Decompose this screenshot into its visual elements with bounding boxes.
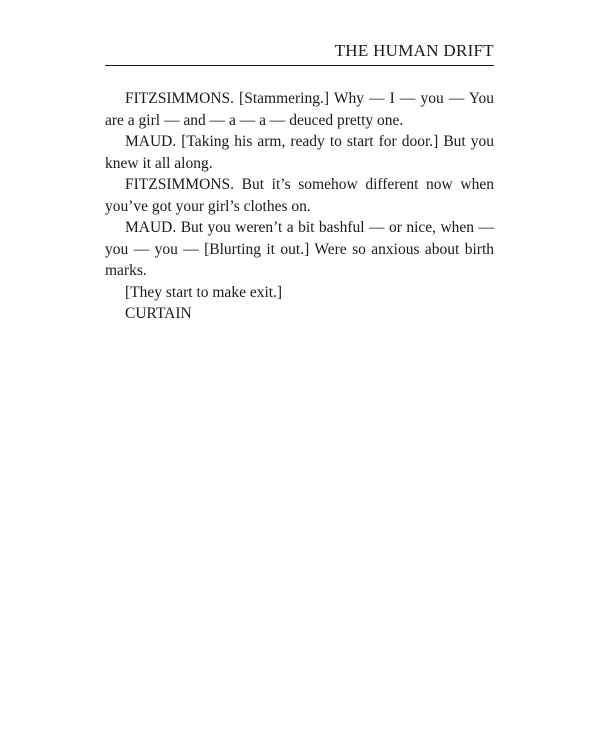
header-rule [105, 65, 494, 66]
dialogue-paragraph: MAUD. [Taking his arm, ready to start for door.] But you knew it all along. [105, 133, 494, 172]
play-text [105, 88, 494, 325]
running-header: THE HUMAN DRIFT [334, 41, 494, 60]
curtain-line: CURTAIN [125, 305, 192, 322]
dialogue-paragraph: MAUD. But you weren’t a bit bashful — or nice, when — you — you — [Blurting it out.] Were so anxious about birth marks. [105, 219, 494, 279]
dialogue-paragraph: FITZSIMMONS. [Stammering.] Why — I — you — You are a girl — and — a — a — deuced pretty one. [105, 90, 494, 129]
stage-direction: [They start to make exit.] [125, 283, 283, 301]
dialogue-paragraph: FITZSIMMONS. But it’s somehow different now when you’ve got your girl’s clothes on. [105, 176, 494, 215]
